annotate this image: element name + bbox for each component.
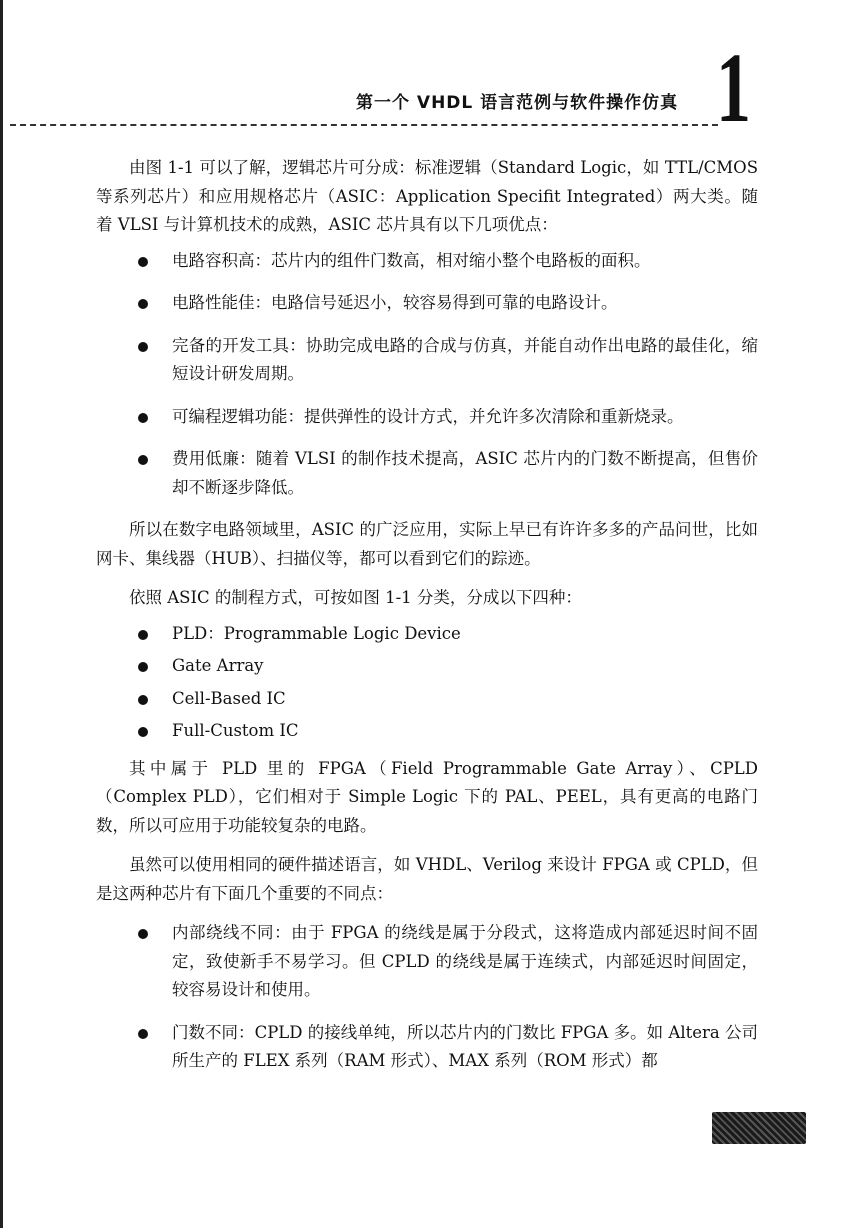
classify-paragraph: 依照 ASIC 的制程方式，可按如图 1-1 分类，分成以下四种： [129, 588, 582, 607]
bullet-icon [138, 727, 148, 737]
market-paragraph: 所以在数字电路领域里，ASIC 的广泛应用，实际上早已有许许多多的产品问世，比如网卡、集线器（HUB）、扫描仪等，都可以看到它们的踪迹。 [96, 520, 758, 568]
bullet-icon [138, 342, 148, 352]
bullet-icon [138, 299, 148, 309]
page-left-edge [0, 0, 3, 1228]
page-thumb-tab [712, 1112, 806, 1144]
bullet-icon [138, 929, 148, 939]
list-item: Cell-Based IC [96, 685, 758, 714]
bullet-icon [138, 455, 148, 465]
list-item: 电路性能佳：电路信号延迟小，较容易得到可靠的电路设计。 [96, 289, 758, 318]
chapter-number: 1 [716, 32, 751, 143]
bullet-icon [138, 413, 148, 423]
list-item: Gate Array [96, 652, 758, 681]
intro-paragraph: 由图 1-1 可以了解，逻辑芯片可分成：标准逻辑（Standard Logic，如 TTL/CMOS 等系列芯片）和应用规格芯片（ASIC：Application Specifit Integrated）两大类。随着 VLSI 与计算机技术的成熟，ASIC 芯片具有以下几项优点： [96, 158, 758, 234]
list-item: 门数不同：CPLD 的接线单纯，所以芯片内的门数比 FPGA 多。如 Altera 公司所生产的 FLEX 系列（RAM 形式）、MAX 系列（ROM 形式）都 [96, 1019, 758, 1076]
list-item: 电路容积高：芯片内的组件门数高，相对缩小整个电路板的面积。 [96, 247, 758, 276]
advantages-list [96, 247, 758, 503]
differences-paragraph: 虽然可以使用相同的硬件描述语言，如 VHDL、Verilog 来设计 FPGA 或 CPLD，但是这两种芯片有下面几个重要的不同点： [96, 855, 758, 903]
running-title: 第一个 VHDL 语言范例与软件操作仿真 [356, 93, 679, 113]
bullet-icon [138, 662, 148, 672]
header-divider [10, 124, 718, 126]
list-item: 可编程逻辑功能：提供弹性的设计方式，并允许多次清除和重新烧录。 [96, 403, 758, 432]
asic-types-list [96, 620, 758, 746]
list-item: PLD：Programmable Logic Device [96, 620, 758, 649]
list-item: 费用低廉：随着 VLSI 的制作技术提高，ASIC 芯片内的门数不断提高，但售价却不断逐步降低。 [96, 445, 758, 502]
bullet-icon [138, 695, 148, 705]
differences-list [96, 919, 758, 1076]
page-body [96, 154, 758, 1090]
fpga-paragraph: 其中属于 PLD 里的 FPGA（Field Programmable Gate Array）、CPLD（Complex PLD），它们相对于 Simple Logic 下的 PAL、PEEL，具有更高的电路门数，所以可应用于功能较复杂的电路。 [96, 758, 758, 835]
bullet-icon [138, 257, 148, 267]
list-item: 内部绕线不同：由于 FPGA 的绕线是属于分段式，这将造成内部延迟时间不固定，致使新手不易学习。但 CPLD 的绕线是属于连续式，内部延迟时间固定，较容易设计和使用。 [96, 919, 758, 1005]
bullet-icon [138, 1029, 148, 1039]
bullet-icon [138, 630, 148, 640]
list-item: 完备的开发工具：协助完成电路的合成与仿真，并能自动作出电路的最佳化，缩短设计研发周期。 [96, 332, 758, 389]
list-item: Full-Custom IC [96, 717, 758, 746]
